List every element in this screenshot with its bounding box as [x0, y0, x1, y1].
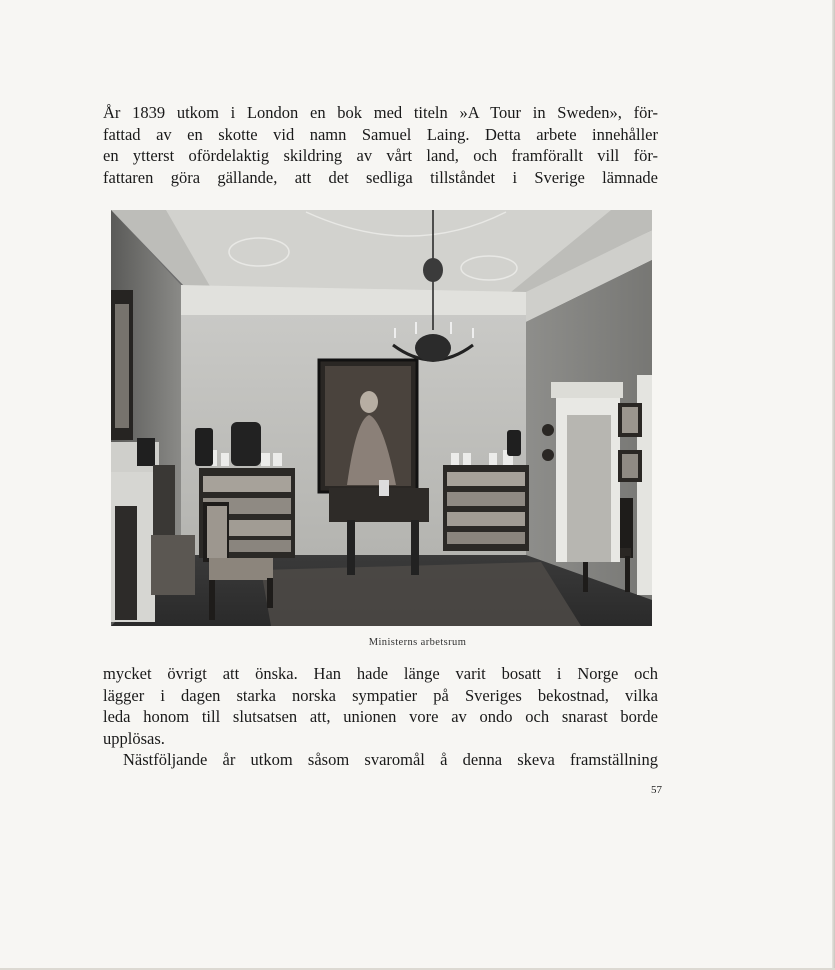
text-line: År 1839 utkom i London en bok med titeln »A Tour in Sweden», för- [103, 103, 658, 122]
text-line: Nästföljande år utkom såsom svaromål å denna skeva framställning [123, 750, 658, 770]
text-line: fattad av en skotte vid namn Samuel Laing. Detta arbete innehåller [103, 124, 658, 144]
paragraph-intro [103, 102, 658, 188]
text-line: lägger i dagen starka norska sympatier på Sveriges bekostnad, vilka [103, 685, 658, 705]
page-number: 57 [651, 784, 662, 796]
text-line: upplösas. [103, 728, 165, 748]
paragraph-continuation [103, 663, 658, 771]
text-line: mycket övrigt att önska. Han hade länge varit bosatt i Norge och [103, 664, 658, 683]
text-line: leda honom till slutsatsen att, unionen vore av ondo och snarast borde [103, 707, 658, 727]
text-line: en ytterst ofördelaktig skildring av vårt land, och framförallt vill för- [103, 146, 658, 166]
figure-caption: Ministerns arbetsrum [368, 637, 467, 648]
text-line: fattaren göra gällande, att det sedliga tillståndet i Sverige lämnade [103, 167, 658, 187]
photo-ministers-study [111, 210, 652, 626]
room-illustration [111, 210, 652, 626]
